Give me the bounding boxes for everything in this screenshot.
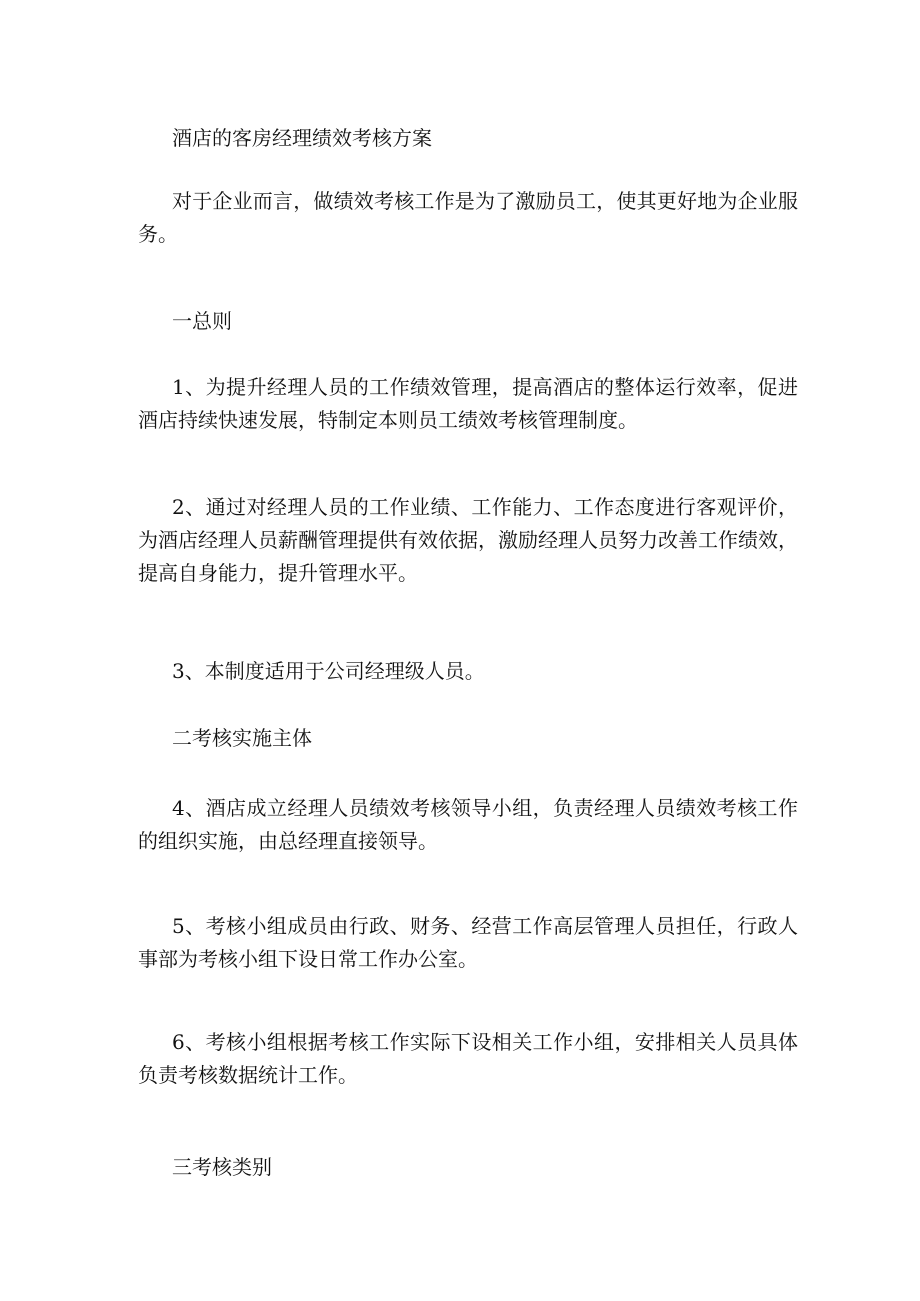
section-heading-categories: 三考核类别: [172, 1155, 272, 1179]
paragraph-item-1: 1、为提升经理人员的工作绩效管理，提高酒店的整体运行效率，促进酒店持续快速发展，特制定本则员工绩效考核管理制度。: [138, 375, 798, 432]
document-title: 酒店的客房经理绩效考核方案: [172, 126, 432, 150]
section-heading-implementation: 二考核实施主体: [172, 726, 312, 750]
paragraph-item-3: 3、本制度适用于公司经理级人员。: [172, 659, 485, 683]
paragraph-item-5: 5、考核小组成员由行政、财务、经营工作高层管理人员担任，行政人事部为考核小组下设日常工作办公室。: [138, 914, 798, 971]
intro-paragraph: 对于企业而言，做绩效考核工作是为了激励员工，使其更好地为企业服务。: [138, 189, 798, 246]
paragraph-item-6: 6、考核小组根据考核工作实际下设相关工作小组，安排相关人员具体负责考核数据统计工作。: [138, 1030, 798, 1087]
paragraph-item-2: 2、通过对经理人员的工作业绩、工作能力、工作态度进行客观评价，为酒店经理人员薪酬管理提供有效依据，激励经理人员努力改善工作绩效，提高自身能力，提升管理水平。: [138, 495, 798, 585]
paragraph-item-4: 4、酒店成立经理人员绩效考核领导小组，负责经理人员绩效考核工作的组织实施，由总经理直接领导。: [138, 796, 798, 853]
section-heading-general: 一总则: [172, 309, 232, 333]
